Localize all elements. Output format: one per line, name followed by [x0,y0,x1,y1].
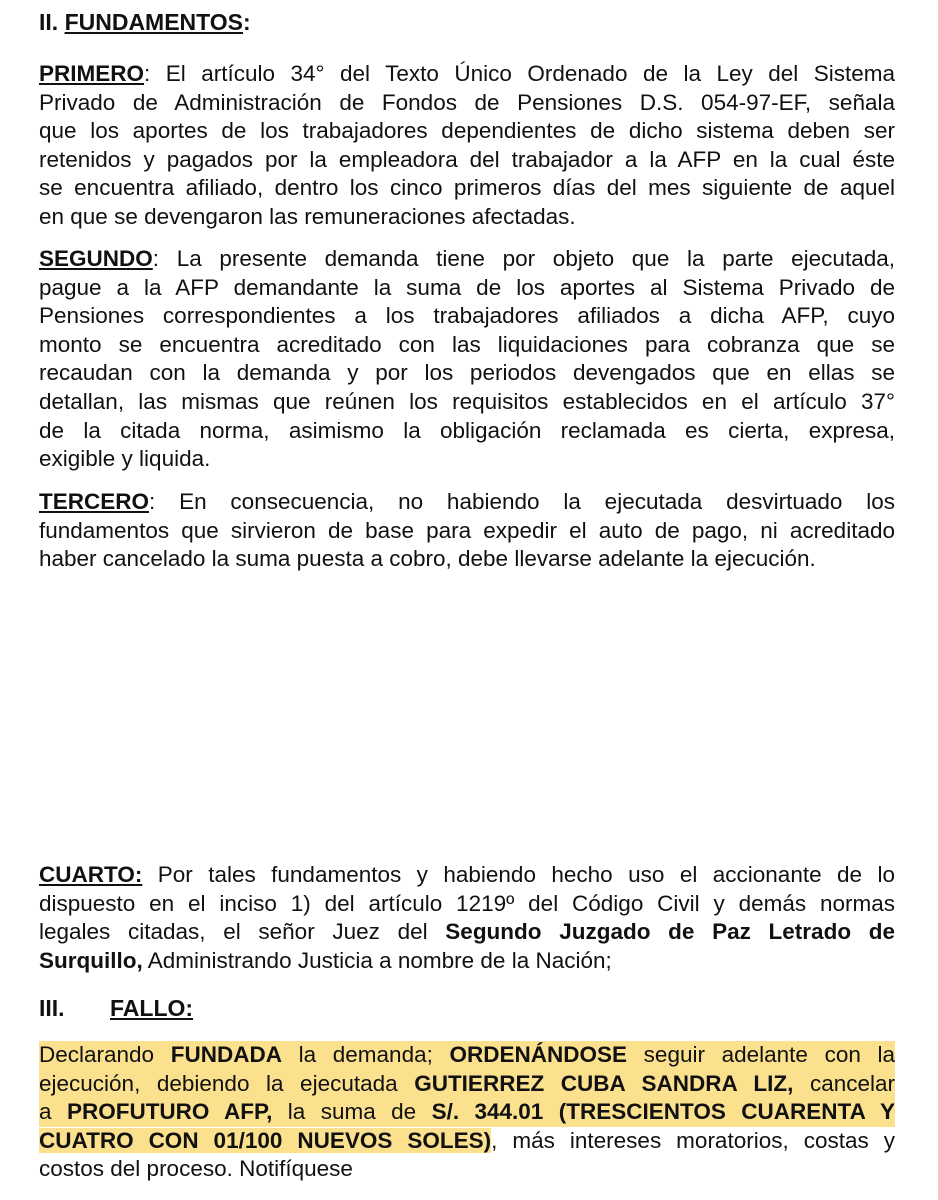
section-ii-title: FUNDAMENTOS [64,9,244,35]
defendant-name: GUTIERREZ CUBA SANDRA LIZ, [414,1070,794,1096]
section-iii-numeral: III. [39,995,65,1021]
paragraph-fallo [39,1041,895,1184]
segundo-line-1: SEGUNDO: La presente demanda tiene por objeto que la parte ejecutada, [39,246,895,271]
cuarto-line-3: legales citadas, el señor Juez del Segundo Juzgado de Paz Letrado de [39,919,895,945]
section-ii-heading [39,8,895,37]
fallo-line-1: Declarando FUNDADA la demanda; ORDENÁNDOSE seguir adelante con la [39,1041,895,1070]
primero-label: PRIMERO [39,61,145,86]
tercero-line-3: haber cancelado la suma puesta a cobro, debe llevarse adelante la ejecución. [39,546,816,572]
primero-line-6: en que se devengaron las remuneraciones afectadas. [39,203,576,229]
paragraph-primero [39,60,895,232]
plaintiff-name: PROFUTURO AFP, [66,1099,273,1125]
cuarto-line-1: CUARTO: Por tales fundamentos y habiendo hecho uso el accionante de lo [39,862,895,887]
amount: S/. 344.01 (TRESCIENTOS CUARENTA Y [431,1099,895,1125]
segundo-line-4: monto se encuentra acreditado con las liquidaciones para cobranza que se [39,331,895,357]
cuarto-line-2: dispuesto en el inciso 1) del artículo 1219º del Código Civil y demás normas [39,890,895,916]
tercero-line-2: fundamentos que sirvieron de base para expedir el auto de pago, ni acreditado [39,517,895,543]
court-name: Segundo Juzgado de Paz Letrado de [445,919,895,945]
segundo-line-7: de la citada norma, asimismo la obligación reclamada es cierta, expresa, [39,417,895,443]
paragraph-tercero [39,488,895,574]
segundo-line-2: pague a la AFP demandante la suma de los aportes al Sistema Privado de [39,274,895,300]
fallo-line-4: CUATRO CON 01/100 NUEVOS SOLES), más intereses moratorios, costas y [39,1127,895,1153]
paragraph-segundo [39,245,895,474]
primero-line-3: que los aportes de los trabajadores dependientes de dicho sistema deben ser [39,118,895,144]
segundo-label: SEGUNDO [39,246,153,271]
cuarto-line-4: Surquillo, Administrando Justicia a nombre de la Nación; [39,947,612,973]
section-ii-colon: : [243,9,251,35]
primero-line-5: se encuentra afiliado, dentro los cinco primeros días del mes siguiente de aquel [39,175,895,201]
section-iii-title: FALLO: [110,995,194,1021]
paragraph-cuarto [39,861,895,975]
fallo-line-2: ejecución, debiendo la ejecutada GUTIERREZ CUBA SANDRA LIZ, cancelar [39,1070,895,1099]
primero-line-1: PRIMERO: El artículo 34° del Texto Único Ordenado de la Ley del Sistema [39,61,895,86]
cuarto-label: CUARTO: [39,862,143,887]
section-iii-heading [39,994,895,1023]
fallo-line-3: a PROFUTURO AFP, la suma de S/. 344.01 (TRESCIENTOS CUARENTA Y [39,1098,895,1127]
primero-line-2: Privado de Administración de Fondos de Pensiones D.S. 054-97-EF, señala [39,89,895,115]
segundo-line-5: recaudan con la demanda y por los periodos devengados que en ellas se [39,360,895,386]
tercero-line-1: TERCERO: En consecuencia, no habiendo la ejecutada desvirtuado los [39,489,895,514]
segundo-line-3: Pensiones correspondientes a los trabajadores afiliados a dicha AFP, cuyo [39,303,895,329]
fallo-line-5: costos del proceso. Notifíquese [39,1156,353,1182]
amount-continued: CUATRO CON 01/100 NUEVOS SOLES) [39,1127,492,1153]
primero-line-4: retenidos y pagados por la empleadora del trabajador a la AFP en la cual éste [39,146,895,172]
tercero-label: TERCERO [39,489,150,514]
segundo-line-8: exigible y liquida. [39,446,211,472]
court-district: Surquillo, [39,947,143,973]
segundo-line-6: detallan, las mismas que reúnen los requisitos establecidos en el artículo 37° [39,388,895,414]
section-ii-numeral: II. [39,9,59,35]
